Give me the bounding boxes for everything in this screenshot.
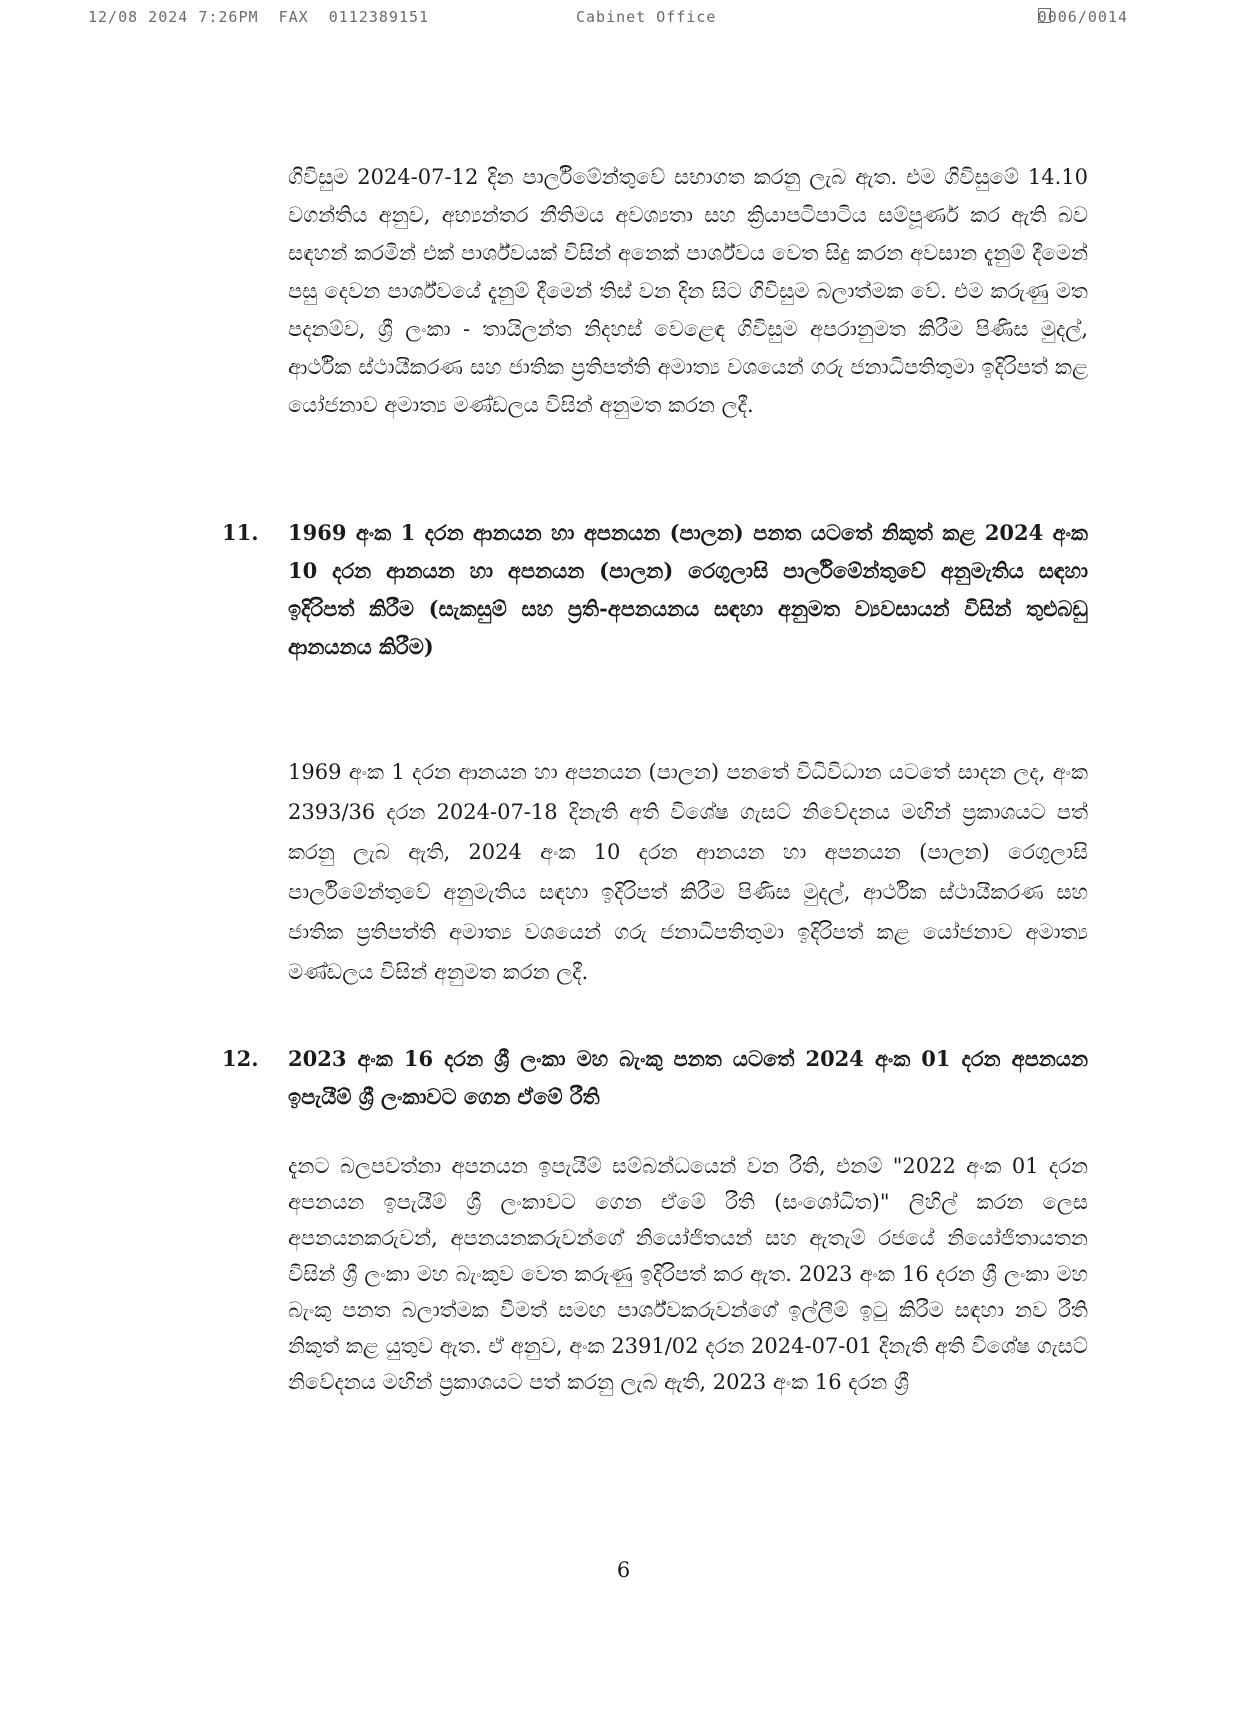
checkbox-icon: [1038, 8, 1051, 23]
item-12-number: 12.: [222, 1046, 259, 1071]
fax-page-count-line: [1038, 8, 1128, 26]
fax-sender: Cabinet Office: [576, 8, 717, 26]
fax-label: FAX: [278, 8, 309, 26]
fax-header: [88, 8, 1128, 30]
item-11-number: 11.: [222, 520, 259, 545]
fax-number: 0112389151: [328, 8, 430, 26]
paragraph-continuation: ගිවිසුම 2024-07-12 දින පාර්ලිමේන්තුවේ සභාගත කරනු ලැබ ඇත. එම ගිවිසුමේ 14.10 වගන්තිය අනුව, අභ්‍යන්තර නීතිමය අවශ්‍යතා සහ ක්‍රියාපටිපාටිය සම්පූර්ණ කර ඇති බව සඳහන් කරමින් එක් පාර්ශ්වයක් විසින් අනෙක් පාර්ශ්වය වෙත සිදු කරන අවසාන දැනුම් දීමෙන් පසු දෙවන පාර්ශ්වයේ දැනුම් දීමෙන් තිස් වන දින සිට ගිවිසුම බලාත්මක වේ. එම කරුණු මත පදනම්ව, ශ්‍රී ලංකා - තායිලන්ත නිදහස් වෙළෙඳ ගිවිසුම අපරානුමත කිරීම පිණිස මුදල්, ආර්ථික ස්ථායීකරණ සහ ජාතික ප්‍රතිපත්ති අමාත්‍ය වශයෙන් ගරු ජනාධිපතිතුමා ඉදිරිපත් කළ යෝජනාව අමාත්‍ය මණ්ඩලය විසින් අනුමත කරන ලදී.: [288, 165, 1088, 417]
fax-datetime: 12/08 2024 7:26PM: [88, 8, 259, 26]
item-12-body: දැනට බලපවත්නා අපනයන ඉපැයීම් සම්බන්ධයෙන් වන රීති, එනම් "2022 අංක 01 දරන අපනයන ඉපැයීම් ශ්‍රී ලංකාවට ගෙන ඒමේ රීති (සංශෝධිත)" ලිහිල් කරන ලෙස අපනයනකරුවන්, අපනයනකරුවන්ගේ නියෝජිතයන් සහ ඇතැම් රජයේ නියෝජිතායතන විසින් ශ්‍රී ලංකා මහ බැංකුව වෙත කරුණු ඉදිරිපත් කර ඇත. 2023 අංක 16 දරන ශ්‍රී ලංකා මහ බැංකු පනත බලාත්මක වීමත් සමඟ පාර්ශ්වකරුවන්ගේ ඉල්ලීම් ඉටු කිරීම සඳහා නව රීති නිකුත් කළ යුතුව ඇත. ඒ අනුව, අංක 2391/02 දරන 2024-07-01 දිනැති අති විශේෂ ගැසට් නිවේදනය මඟින් ප්‍රකාශයට පත් කරනු ලැබ ඇති, 2023 අංක 16 දරන ශ්‍රී: [288, 1154, 1088, 1394]
item-11-body: 1969 අංක 1 දරන ආනයන හා අපනයන (පාලන) පනතේ විධිවිධාන යටතේ සාදන ලද, අංක 2393/36 දරන 2024-07-18 දිනැති අති විශේෂ ගැසට් නිවේදනය මඟින් ප්‍රකාශයට පත් කරනු ලැබ ඇති, 2024 අංක 10 දරන ආනයන හා අපනයන (පාලන) රෙගුලාසි පාර්ලිමේන්තුවේ අනුමැතිය සඳහා ඉදිරිපත් කිරීම පිණිස මුදල්, ආර්ථික ස්ථායීකරණ සහ ජාතික ප්‍රතිපත්ති අමාත්‍ය වශයෙන් ගරු ජනාධිපතිතුමා ඉදිරිපත් කළ යෝජනාව අමාත්‍ය මණ්ඩලය විසින් අනුමත කරන ලදී.: [288, 760, 1088, 984]
item-12-heading: 2023 අංක 16 දරන ශ්‍රී ලංකා මහ බැංකු පනත යටතේ 2024 අංක 01 දරන අපනයන ඉපැයීම් ශ්‍රී ලංකාවට ගෙන ඒමේ රීති: [288, 1046, 1088, 1109]
item-11-heading: 1969 අංක 1 දරන ආනයන හා අපනයන (පාලන) පනත යටතේ නිකුත් කළ 2024 අංක 10 දරන ආනයන හා අපනයන (පාලන) රෙගුලාසි පාර්ලිමේන්තුවේ අනුමැතිය සඳහා ඉදිරිපත් කිරීම (සැකසුම් සහ ප්‍රති-අපනයනය සඳහා අනුමත ව්‍යවසායන් විසින් තුළුබඩු ආනයනය කිරීම): [288, 520, 1088, 659]
fax-page-count: 0006/0014: [1037, 8, 1128, 26]
page-number: 6: [616, 1558, 631, 1582]
fax-datetime-line: [88, 8, 429, 26]
